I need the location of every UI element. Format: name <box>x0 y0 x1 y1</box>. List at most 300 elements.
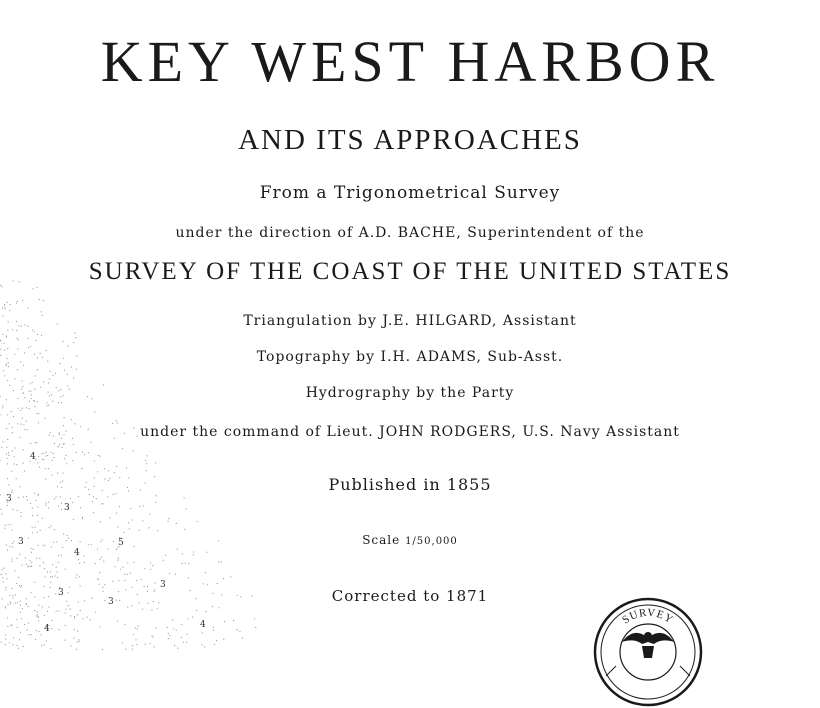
stipple-dot <box>216 640 217 641</box>
stipple-dot <box>38 413 39 414</box>
stipple-dot <box>28 347 29 348</box>
stipple-dot <box>184 529 185 530</box>
stipple-dot <box>43 545 44 546</box>
stipple-dot <box>21 565 22 566</box>
stipple-dot <box>94 486 95 487</box>
stipple-dot <box>12 450 13 451</box>
stipple-dot <box>51 628 52 629</box>
stipple-dot <box>63 395 64 396</box>
stipple-dot <box>66 601 67 602</box>
stipple-dot <box>19 585 20 586</box>
stipple-dot <box>47 405 48 406</box>
stipple-dot <box>99 584 100 585</box>
stipple-dot <box>18 339 19 340</box>
stipple-dot <box>10 524 11 525</box>
stipple-dot <box>80 507 81 508</box>
stipple-dot <box>188 577 189 578</box>
stipple-dot <box>13 637 14 638</box>
stipple-dot <box>6 458 7 459</box>
stipple-dot <box>56 571 57 572</box>
stipple-dot <box>30 503 31 504</box>
stipple-dot <box>50 648 51 649</box>
stipple-dot <box>38 494 39 495</box>
stipple-dot <box>27 326 28 327</box>
stipple-dot <box>174 645 175 646</box>
stipple-dot <box>19 437 20 438</box>
stipple-dot <box>154 646 155 647</box>
stipple-dot <box>132 645 133 646</box>
stipple-dot <box>116 549 117 550</box>
stipple-dot <box>168 638 169 639</box>
stipple-dot <box>214 644 215 645</box>
stipple-dot <box>108 480 109 481</box>
stipple-dot <box>61 402 62 403</box>
stipple-dot <box>73 342 74 343</box>
stipple-dot <box>45 505 46 506</box>
stipple-dot <box>66 609 67 610</box>
stipple-dot <box>26 421 27 422</box>
stipple-dot <box>152 636 153 637</box>
stipple-dot <box>37 287 38 288</box>
stipple-dot <box>57 486 58 487</box>
page-title: KEY WEST HARBOR <box>100 29 720 94</box>
stipple-dot <box>133 634 134 635</box>
stipple-dot <box>102 490 103 491</box>
stipple-dot <box>55 496 56 497</box>
stipple-dot <box>127 562 128 563</box>
stipple-dot <box>130 508 131 509</box>
stipple-dot <box>32 329 33 330</box>
stipple-dot <box>119 506 120 507</box>
stipple-dot <box>37 521 38 522</box>
stipple-dot <box>155 627 156 628</box>
stipple-dot <box>187 618 188 619</box>
stipple-dot <box>58 390 59 391</box>
stipple-dot <box>50 587 51 588</box>
stipple-dot <box>73 444 74 445</box>
stipple-dot <box>24 325 25 326</box>
stipple-dot <box>130 573 131 574</box>
stipple-dot <box>2 334 3 335</box>
stipple-dot <box>116 513 117 514</box>
stipple-dot <box>9 385 10 386</box>
stipple-dot <box>1 286 2 287</box>
stipple-dot <box>100 521 101 522</box>
stipple-dot <box>74 637 75 638</box>
stipple-dot <box>18 497 19 498</box>
stipple-dot <box>10 603 11 604</box>
sounding: 3 <box>160 580 166 590</box>
stipple-dot <box>63 473 64 474</box>
stipple-dot <box>52 620 53 621</box>
stipple-dot <box>129 528 130 529</box>
stipple-dot <box>6 544 7 545</box>
page-subtitle: AND ITS APPROACHES <box>238 124 582 156</box>
stipple-dot <box>47 360 48 361</box>
stipple-dot <box>4 343 5 344</box>
stipple-dot <box>53 436 54 437</box>
stipple-dot <box>22 386 23 387</box>
stipple-dot <box>158 602 159 603</box>
stipple-dot <box>1 598 2 599</box>
stipple-dot <box>133 562 134 563</box>
stipple-dot <box>12 489 13 490</box>
stipple-dot <box>9 423 10 424</box>
stipple-dot <box>23 449 24 450</box>
stipple-dot <box>29 401 30 402</box>
stipple-dot <box>74 423 75 424</box>
stipple-dot <box>67 385 68 386</box>
stipple-dot <box>35 375 36 376</box>
stipple-dot <box>203 583 204 584</box>
stipple-dot <box>137 435 138 436</box>
stipple-dot <box>4 375 5 376</box>
stipple-dot <box>56 541 57 542</box>
stipple-dot <box>116 600 117 601</box>
stipple-dot <box>11 411 12 412</box>
stipple-dot <box>80 610 81 611</box>
sounding: 3 <box>58 588 64 598</box>
stipple-dot <box>168 633 169 634</box>
stipple-dot <box>30 566 31 567</box>
sounding: 4 <box>200 620 206 630</box>
stipple-dot <box>0 574 1 575</box>
stipple-dot <box>193 551 194 552</box>
stipple-dot <box>94 412 95 413</box>
stipple-dot <box>156 495 157 496</box>
stipple-dot <box>117 526 118 527</box>
stipple-dot <box>128 490 129 491</box>
stipple-dot <box>30 346 31 347</box>
stipple-dot <box>144 568 145 569</box>
stipple-dot <box>63 341 64 342</box>
stipple-dot <box>84 562 85 563</box>
stipple-dot <box>37 614 38 615</box>
stipple-dot <box>71 645 72 646</box>
stipple-dot <box>163 560 164 561</box>
stipple-dot <box>23 496 24 497</box>
stipple-dot <box>143 505 144 506</box>
stipple-dot <box>77 631 78 632</box>
stipple-dot <box>7 549 8 550</box>
stipple-dot <box>27 566 28 567</box>
stipple-dot <box>20 632 21 633</box>
stipple-dot <box>66 540 67 541</box>
stipple-dot <box>108 470 109 471</box>
stipple-dot <box>96 498 97 499</box>
stipple-dot <box>99 572 100 573</box>
stipple-dot <box>46 502 47 503</box>
stipple-dot <box>16 583 17 584</box>
stipple-dot <box>68 605 69 606</box>
stipple-dot <box>50 432 51 433</box>
stipple-dot <box>6 365 7 366</box>
stipple-dot <box>88 429 89 430</box>
stipple-dot <box>65 640 66 641</box>
stipple-dot <box>169 635 170 636</box>
stipple-dot <box>117 422 118 423</box>
stipple-dot <box>3 370 4 371</box>
stipple-dot <box>42 518 43 519</box>
stipple-dot <box>39 299 40 300</box>
stipple-dot <box>192 617 193 618</box>
stipple-dot <box>37 545 38 546</box>
stipple-dot <box>137 628 138 629</box>
stipple-dot <box>28 634 29 635</box>
stipple-dot <box>70 498 71 499</box>
stipple-dot <box>114 472 115 473</box>
stipple-dot <box>54 443 55 444</box>
credit-command: under the command of Lieut. JOHN RODGERS, U.S. Navy Assistant <box>140 424 680 440</box>
stipple-dot <box>52 576 53 577</box>
stipple-dot <box>76 452 77 453</box>
stipple-dot <box>22 300 23 301</box>
stipple-dot <box>233 620 234 621</box>
stipple-dot <box>17 348 18 349</box>
stipple-dot <box>93 512 94 513</box>
stipple-dot <box>37 334 38 335</box>
stipple-dot <box>34 596 35 597</box>
stipple-dot <box>104 468 105 469</box>
stipple-dot <box>12 558 13 559</box>
stipple-dot <box>97 578 98 579</box>
stipple-dot <box>135 627 136 628</box>
stipple-dot <box>140 489 141 490</box>
stipple-dot <box>1 414 2 415</box>
stipple-dot <box>73 519 74 520</box>
stipple-dot <box>16 619 17 620</box>
stipple-dot <box>57 472 58 473</box>
stipple-dot <box>5 573 6 574</box>
stipple-dot <box>2 308 3 309</box>
stipple-dot <box>8 455 9 456</box>
stipple-dot <box>69 389 70 390</box>
stipple-dot <box>34 610 35 611</box>
stipple-dot <box>6 453 7 454</box>
stipple-dot <box>51 546 52 547</box>
stipple-dot <box>128 477 129 478</box>
stipple-dot <box>141 579 142 580</box>
stipple-dot <box>124 580 125 581</box>
stipple-dot <box>79 563 80 564</box>
stipple-dot <box>7 302 8 303</box>
stipple-dot <box>6 428 7 429</box>
stipple-dot <box>43 300 44 301</box>
stipple-dot <box>51 460 52 461</box>
stipple-dot <box>0 460 1 461</box>
stipple-dot <box>145 482 146 483</box>
stipple-dot <box>51 394 52 395</box>
stipple-dot <box>145 460 146 461</box>
stipple-dot <box>153 591 154 592</box>
stipple-dot <box>153 601 154 602</box>
scale-fraction: 1/50,000 <box>405 536 458 547</box>
stipple-dot <box>58 610 59 611</box>
stipple-dot <box>104 584 105 585</box>
stipple-dot <box>58 402 59 403</box>
stipple-dot <box>91 398 92 399</box>
stipple-dot <box>185 563 186 564</box>
stipple-dot <box>8 321 9 322</box>
stipple-dot <box>32 527 33 528</box>
stipple-dot <box>8 362 9 363</box>
stipple-dot <box>4 304 5 305</box>
stipple-dot <box>109 517 110 518</box>
credit-triangulation: Triangulation by J.E. HILGARD, Assistant <box>243 313 577 329</box>
stipple-dot <box>113 494 114 495</box>
stipple-dot <box>34 401 35 402</box>
stipple-dot <box>114 566 115 567</box>
stipple-dot <box>217 583 218 584</box>
stipple-dot <box>12 329 13 330</box>
stipple-dot <box>91 544 92 545</box>
stipple-dot <box>36 413 37 414</box>
stipple-dot <box>21 388 22 389</box>
stipple-dot <box>38 620 39 621</box>
stipple-dot <box>40 387 41 388</box>
stipple-dot <box>62 481 63 482</box>
stipple-dot <box>147 591 148 592</box>
stipple-dot <box>22 380 23 381</box>
stipple-dot <box>147 586 148 587</box>
stipple-dot <box>75 337 76 338</box>
stipple-dot <box>186 642 187 643</box>
stipple-dot <box>7 348 8 349</box>
stipple-dot <box>61 487 62 488</box>
stipple-dot <box>88 544 89 545</box>
stipple-dot <box>7 380 8 381</box>
stipple-dot <box>24 352 25 353</box>
stipple-dot <box>17 398 18 399</box>
stippled-shoal-area <box>0 280 260 650</box>
stipple-dot <box>54 529 55 530</box>
stipple-dot <box>37 357 38 358</box>
stipple-dot <box>17 423 18 424</box>
stipple-dot <box>37 462 38 463</box>
stipple-dot <box>36 340 37 341</box>
stipple-dot <box>31 398 32 399</box>
stipple-dot <box>34 582 35 583</box>
stipple-dot <box>30 548 31 549</box>
stipple-dot <box>63 534 64 535</box>
stipple-dot <box>13 416 14 417</box>
stipple-dot <box>36 615 37 616</box>
stipple-dot <box>2 316 3 317</box>
stipple-dot <box>74 332 75 333</box>
stipple-dot <box>55 373 56 374</box>
stipple-dot <box>7 505 8 506</box>
stipple-dot <box>117 621 118 622</box>
credit-hydrography: Hydrography by the Party <box>305 385 515 401</box>
stipple-dot <box>103 591 104 592</box>
stipple-dot <box>115 493 116 494</box>
stipple-dot <box>28 538 29 539</box>
stipple-dot <box>46 350 47 351</box>
stipple-dot <box>13 390 14 391</box>
stipple-dot <box>95 563 96 564</box>
stipple-dot <box>23 365 24 366</box>
stipple-dot <box>193 554 194 555</box>
stipple-dot <box>19 554 20 555</box>
stipple-dot <box>123 532 124 533</box>
stipple-dot <box>71 419 72 420</box>
stipple-dot <box>219 607 220 608</box>
stipple-dot <box>41 645 42 646</box>
stipple-dot <box>47 455 48 456</box>
stipple-dot <box>254 618 255 619</box>
stipple-dot <box>20 587 21 588</box>
stipple-dot <box>57 323 58 324</box>
stipple-dot <box>149 514 150 515</box>
stipple-dot <box>42 357 43 358</box>
stipple-dot <box>41 453 42 454</box>
stipple-dot <box>155 502 156 503</box>
stipple-dot <box>39 631 40 632</box>
stipple-dot <box>27 606 28 607</box>
stipple-dot <box>6 363 7 364</box>
stipple-dot <box>221 594 222 595</box>
stipple-dot <box>175 574 176 575</box>
stipple-dot <box>9 310 10 311</box>
stipple-dot <box>88 452 89 453</box>
stipple-dot <box>1 574 2 575</box>
stipple-dot <box>167 521 168 522</box>
stipple-dot <box>10 304 11 305</box>
stipple-dot <box>122 642 123 643</box>
stipple-dot <box>59 434 60 435</box>
stipple-dot <box>61 509 62 510</box>
stipple-dot <box>49 378 50 379</box>
stipple-dot <box>202 632 203 633</box>
stipple-dot <box>4 528 5 529</box>
stipple-dot <box>17 645 18 646</box>
correction-date: Corrected to 1871 <box>331 587 489 605</box>
stipple-dot <box>80 426 81 427</box>
stipple-dot <box>38 617 39 618</box>
stipple-dot <box>120 569 121 570</box>
stipple-dot <box>155 582 156 583</box>
stipple-dot <box>39 467 40 468</box>
stipple-dot <box>94 477 95 478</box>
stipple-dot <box>104 478 105 479</box>
stipple-dot <box>49 527 50 528</box>
stipple-dot <box>186 508 187 509</box>
stipple-dot <box>2 577 3 578</box>
stipple-dot <box>41 311 42 312</box>
stipple-dot <box>50 576 51 577</box>
stipple-dot <box>38 456 39 457</box>
stipple-dot <box>4 568 5 569</box>
stipple-dot <box>218 540 219 541</box>
stipple-dot <box>31 562 32 563</box>
stipple-dot <box>5 589 6 590</box>
stipple-dot <box>2 569 3 570</box>
stipple-dot <box>71 540 72 541</box>
stipple-dot <box>17 369 18 370</box>
stipple-dot <box>56 387 57 388</box>
stipple-dot <box>61 438 62 439</box>
stipple-dot <box>18 648 19 649</box>
stipple-dot <box>46 640 47 641</box>
stipple-dot <box>42 606 43 607</box>
stipple-dot <box>113 541 114 542</box>
stipple-dot <box>58 562 59 563</box>
stipple-dot <box>23 646 24 647</box>
stipple-dot <box>41 634 42 635</box>
stipple-dot <box>10 602 11 603</box>
stipple-dot <box>69 587 70 588</box>
stipple-dot <box>72 502 73 503</box>
